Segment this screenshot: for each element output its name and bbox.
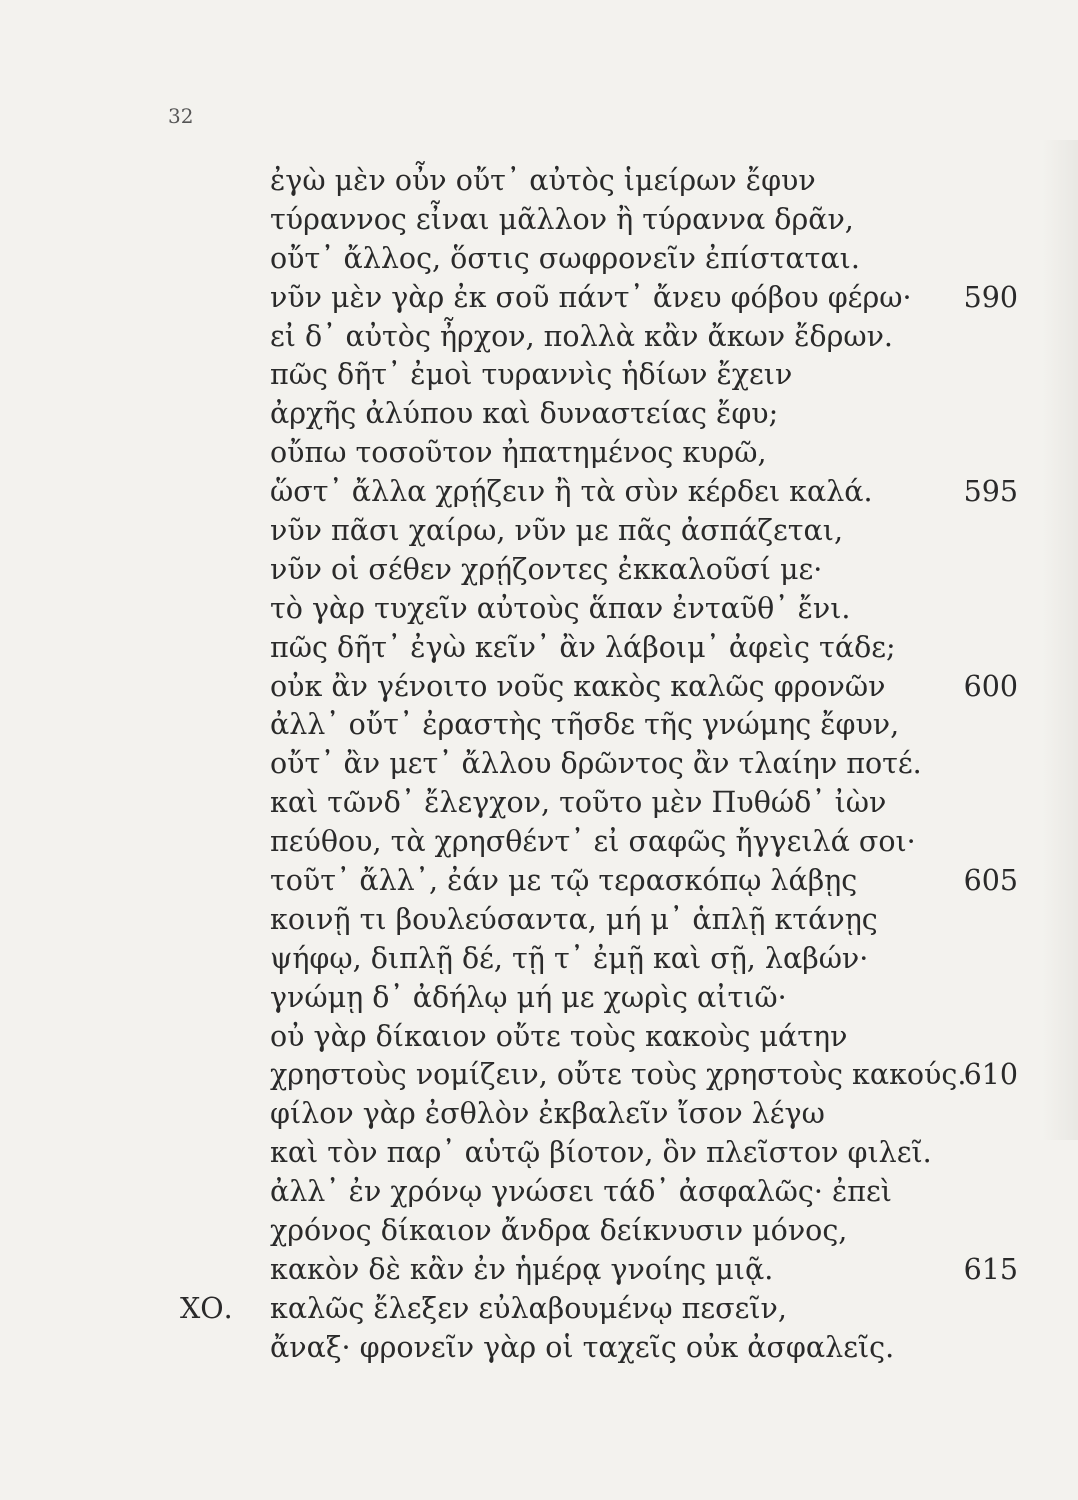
verse-line	[0, 1212, 1078, 1251]
verse-line	[0, 1329, 1078, 1368]
verse-text: οὔτ᾽ ἂν μετ᾽ ἄλλου δρῶντος ἂν τλαίην ποτέ.	[270, 747, 922, 781]
verse-text: κακὸν δὲ κἂν ἐν ἡμέρᾳ γνοίης μιᾷ.	[270, 1252, 774, 1286]
verse-text: τὸ γὰρ τυχεῖν αὐτοὺς ἅπαν ἐνταῦθ᾽ ἔνι.	[270, 591, 851, 625]
verse-text: οὔπω τοσοῦτον ἠπατημένος κυρῶ,	[270, 436, 767, 470]
verse-text: νῦν οἱ σέθεν χρῄζοντες ἐκκαλοῦσί με·	[270, 552, 823, 586]
verse-line	[0, 784, 1078, 823]
verse-line	[0, 434, 1078, 473]
verse-line	[0, 551, 1078, 590]
line-number: 610	[963, 1058, 1018, 1092]
verse-line	[0, 706, 1078, 745]
verse-text: καὶ τῶνδ᾽ ἔλεγχον, τοῦτο μὲν Πυθώδ᾽ ἰὼν	[270, 786, 887, 820]
verse-line	[0, 512, 1078, 551]
line-number: 595	[963, 475, 1018, 509]
verse-text: ψήφῳ, διπλῇ δέ, τῇ τ᾽ ἐμῇ καὶ σῇ, λαβών·	[270, 941, 869, 975]
verse-text: νῦν πᾶσι χαίρω, νῦν με πᾶς ἀσπάζεται,	[270, 514, 844, 548]
verse-text: πεύθου, τὰ χρησθέντ᾽ εἰ σαφῶς ἤγγειλά σοι·	[270, 825, 916, 859]
verse-text: κοινῇ τι βουλεύσαντα, μή μ᾽ ἁπλῇ κτάνῃς	[270, 902, 878, 936]
verse-line	[0, 1095, 1078, 1134]
verse-line	[0, 356, 1078, 395]
line-number: 590	[963, 280, 1018, 314]
verse-line	[0, 823, 1078, 862]
verse-text: οὐκ ἂν γένοιτο νοῦς κακὸς καλῶς φρονῶν	[270, 669, 886, 703]
verse-line	[0, 201, 1078, 240]
verse-line	[0, 1251, 1078, 1290]
verse-text: πῶς δῆτ᾽ ἐμοὶ τυραννὶς ἡδίων ἔχειν	[270, 358, 793, 392]
page-number: 32	[168, 104, 194, 128]
verse-text: οὐ γὰρ δίκαιον οὔτε τοὺς κακοὺς μάτην	[270, 1019, 848, 1053]
verse-text: τοῦτ᾽ ἄλλ᾽, ἐάν με τῷ τερασκόπῳ λάβῃς	[270, 864, 858, 898]
line-number: 600	[963, 669, 1018, 703]
verse-line	[0, 1056, 1078, 1095]
verse-text: χρόνος δίκαιον ἄνδρα δείκνυσιν μόνος,	[270, 1214, 848, 1248]
verse-line	[0, 745, 1078, 784]
verse-line	[0, 279, 1078, 318]
verse-line	[0, 473, 1078, 512]
verse-line	[0, 318, 1078, 357]
verse-text: καλῶς ἔλεξεν εὐλαβουμένῳ πεσεῖν,	[270, 1291, 787, 1325]
verse-text: ἀλλ᾽ ἐν χρόνῳ γνώσει τάδ᾽ ἀσφαλῶς· ἐπεὶ	[270, 1175, 892, 1209]
speaker-label: ΧΟ.	[180, 1291, 233, 1325]
verse-text: πῶς δῆτ᾽ ἐγὼ κεῖν᾽ ἂν λάβοιμ᾽ ἀφεὶς τάδε;	[270, 630, 896, 664]
verse-line	[0, 162, 1078, 201]
verse-text: ὥστ᾽ ἄλλα χρῄζειν ἢ τὰ σὺν κέρδει καλά.	[270, 475, 873, 509]
verse-text: χρηστοὺς νομίζειν, οὔτε τοὺς χρηστοὺς κακούς.	[270, 1058, 967, 1092]
verse-line	[0, 590, 1078, 629]
verse-text: νῦν μὲν γὰρ ἐκ σοῦ πάντ᾽ ἄνευ φόβου φέρω·	[270, 280, 912, 314]
verse-line	[0, 862, 1078, 901]
verse-line	[0, 1134, 1078, 1173]
verse-text: καὶ τὸν παρ᾽ αὑτῷ βίοτον, ὃν πλεῖστον φιλεῖ.	[270, 1136, 932, 1170]
verse-line	[0, 979, 1078, 1018]
verse-line	[0, 395, 1078, 434]
verse-text: ἄναξ· φρονεῖν γὰρ οἱ ταχεῖς οὐκ ἀσφαλεῖς.	[270, 1330, 895, 1364]
verse-text: γνώμῃ δ᾽ ἀδήλῳ μή με χωρὶς αἰτιῶ·	[270, 980, 787, 1014]
verse-line	[0, 629, 1078, 668]
verse-line	[0, 240, 1078, 279]
verse-text: ἀρχῆς ἀλύπου καὶ δυναστείας ἔφυ;	[270, 397, 779, 431]
line-number: 605	[963, 864, 1018, 898]
verse-line	[0, 1173, 1078, 1212]
verse-text: ἐγὼ μὲν οὖν οὔτ᾽ αὐτὸς ἱμείρων ἔφυν	[270, 164, 816, 197]
verse-text: εἰ δ᾽ αὐτὸς ἦρχον, πολλὰ κἂν ἄκων ἔδρων.	[270, 319, 893, 353]
verse-line	[0, 668, 1078, 707]
verse-line	[0, 1290, 1078, 1329]
verse-line	[0, 901, 1078, 940]
line-number: 615	[963, 1252, 1018, 1286]
verse-block	[0, 162, 1078, 1368]
verse-text: ἀλλ᾽ οὔτ᾽ ἐραστὴς τῆσδε τῆς γνώμης ἔφυν,	[270, 708, 900, 742]
verse-text: τύραννος εἶναι μᾶλλον ἢ τύραννα δρᾶν,	[270, 202, 854, 236]
verse-text: οὔτ᾽ ἄλλος, ὅστις σωφρονεῖν ἐπίσταται.	[270, 241, 860, 275]
verse-text: φίλον γὰρ ἐσθλὸν ἐκβαλεῖν ἴσον λέγω	[270, 1097, 825, 1131]
verse-line	[0, 940, 1078, 979]
verse-line	[0, 1018, 1078, 1057]
